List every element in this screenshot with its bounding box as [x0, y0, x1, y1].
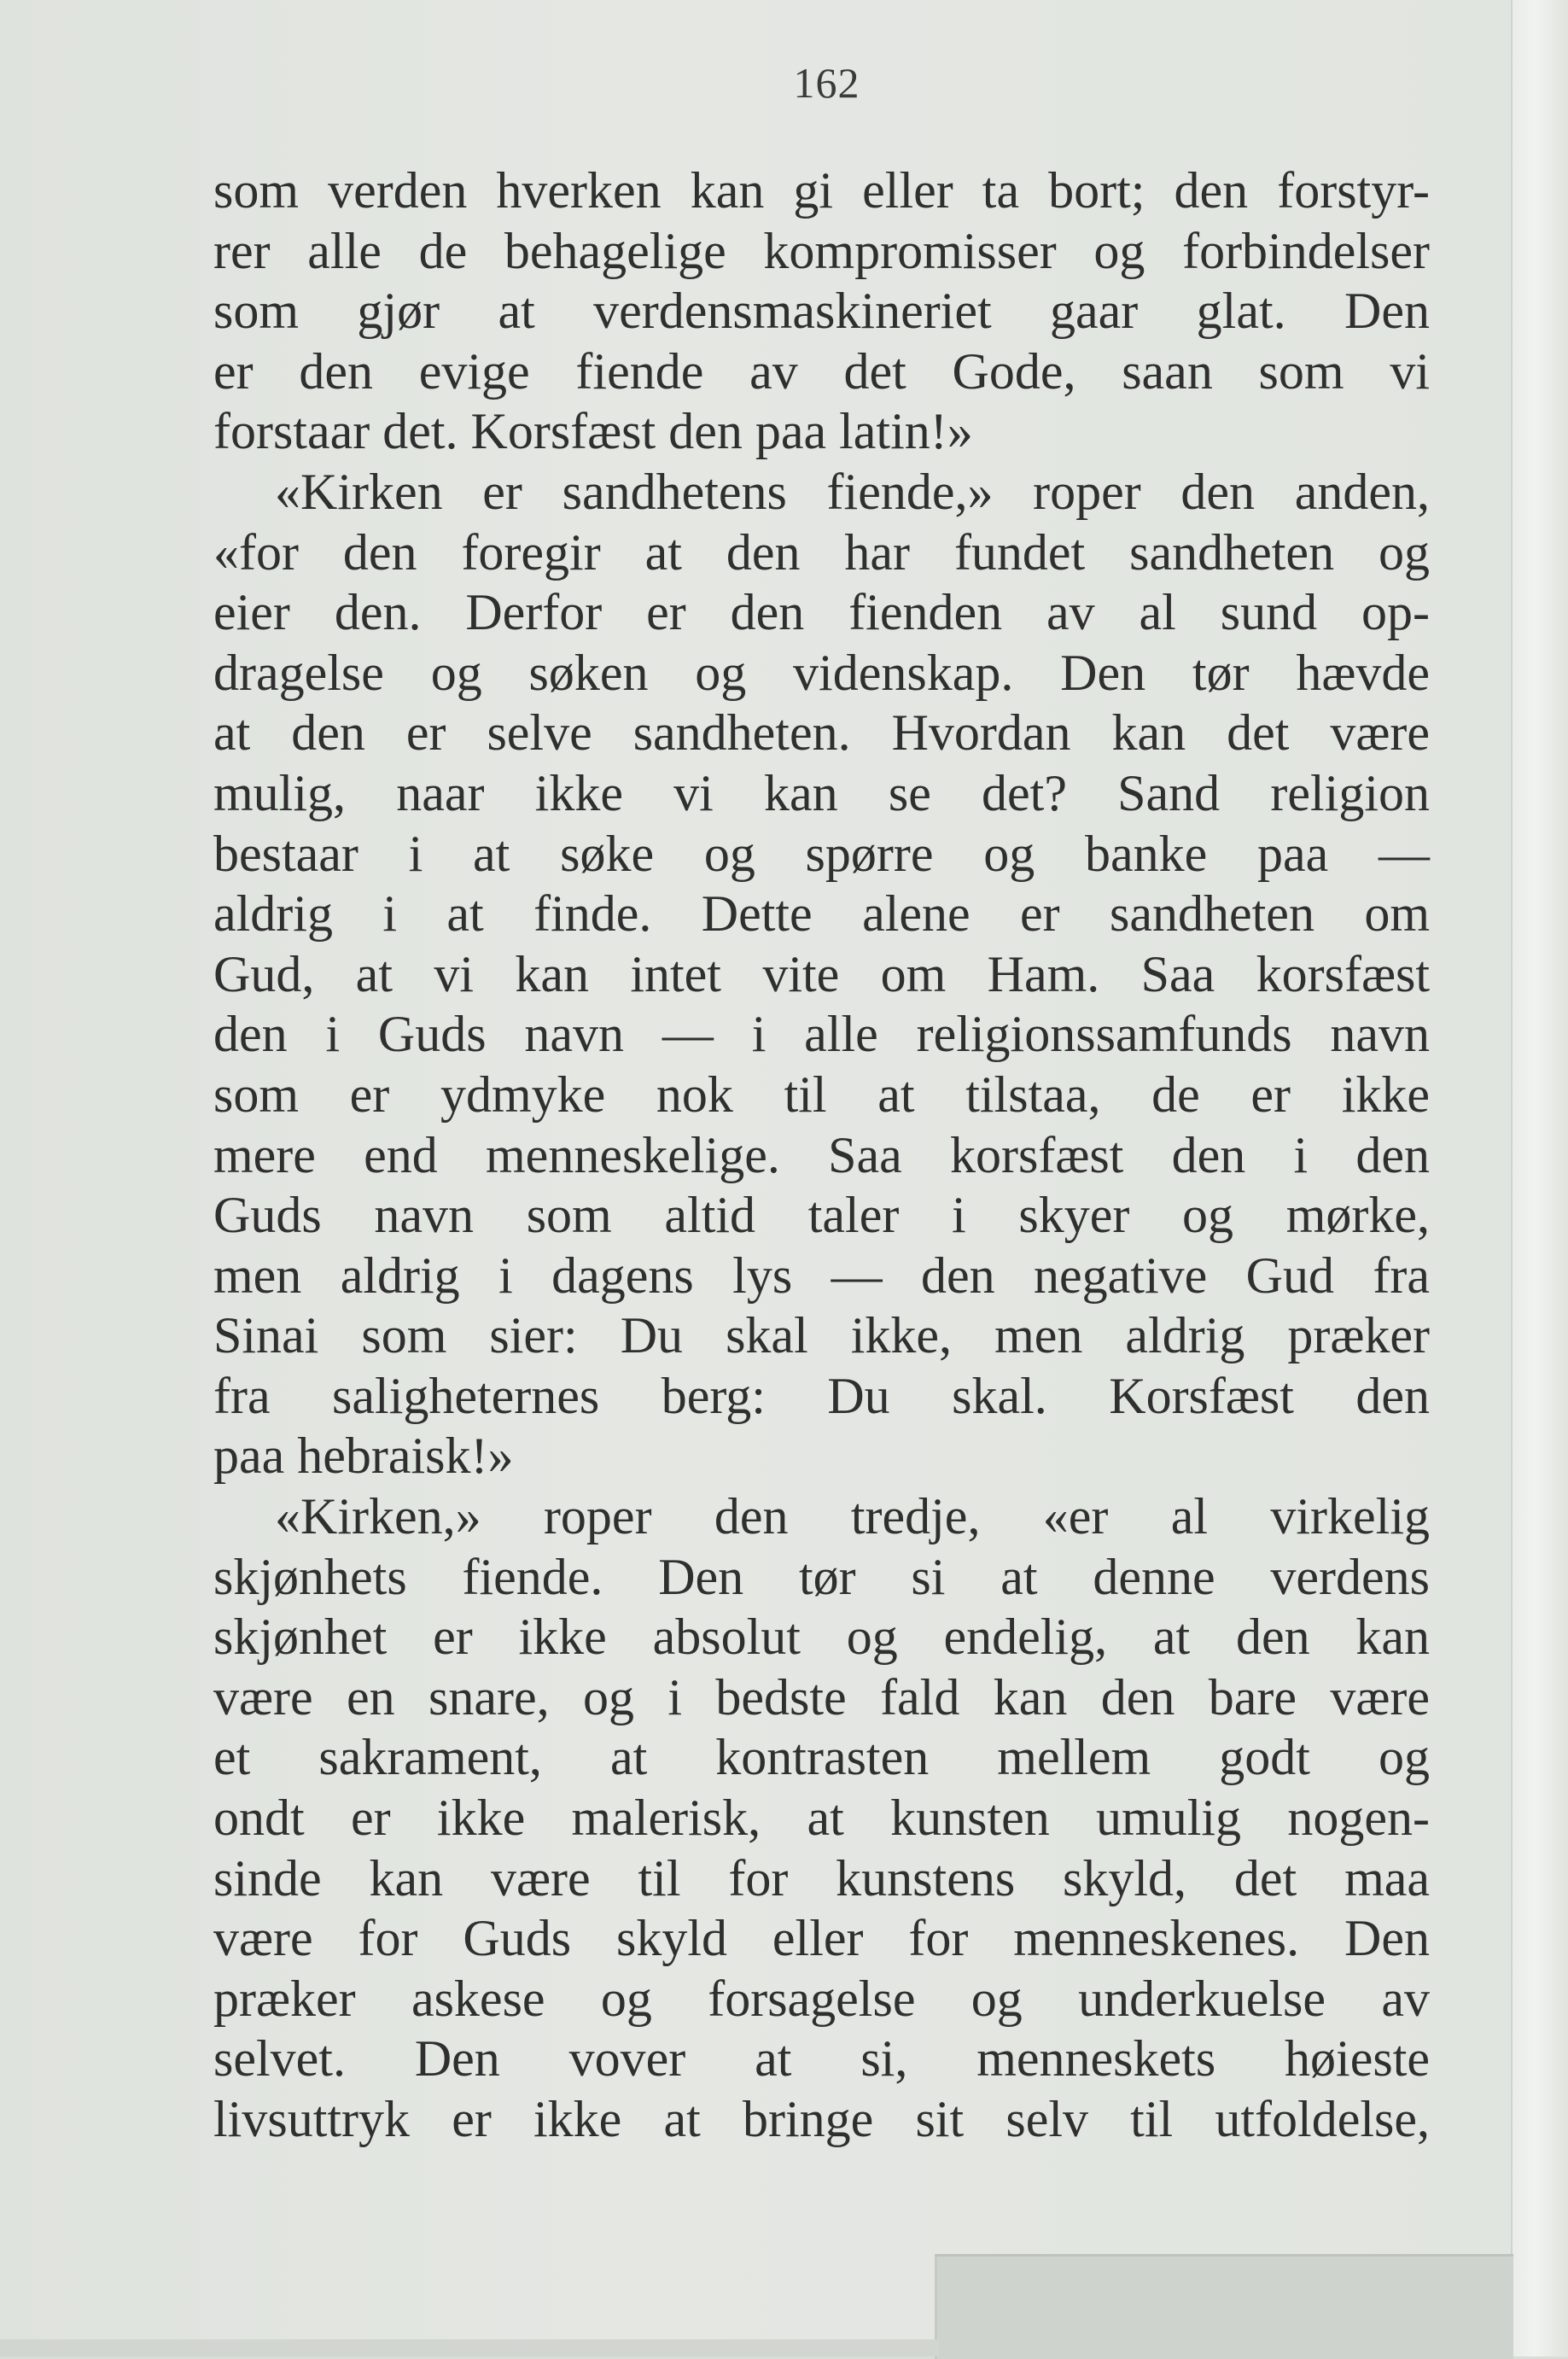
- text-line: forstaar det. Korsfæst den paa latin!»: [213, 403, 973, 460]
- text-line: mulig, naar ikke vi kan se det? Sand religion: [213, 764, 1430, 821]
- page-edge: [1511, 0, 1568, 2356]
- text-line: skjønhet er ikke absolut og endelig, at den kan: [213, 1609, 1430, 1666]
- text-line: rer alle de behagelige kompromisser og forbindelser: [213, 222, 1430, 279]
- text-line: være en snare, og i bedste fald kan den bare være: [213, 1668, 1430, 1725]
- text-line: «for den foregir at den har fundet sandheten og: [213, 523, 1430, 581]
- text-line: sinde kan være til for kunstens skyld, det maa: [213, 1849, 1430, 1906]
- text-line: ondt er ikke malerisk, at kunsten umulig nogen-: [213, 1790, 1430, 1847]
- text-line: «Kirken er sandhetens fiende,» roper den anden,: [275, 463, 1430, 520]
- text-line: skjønhets fiende. Den tør si at denne verdens: [213, 1548, 1430, 1605]
- text-line: men aldrig i dagens lys — den negative Gud fra: [213, 1247, 1430, 1304]
- text-line: som er ydmyke nok til at tilstaa, de er ikke: [213, 1066, 1430, 1123]
- text-line: præker askese og forsagelse og underkuelse av: [213, 1970, 1430, 2027]
- text-line: paa hebraisk!»: [213, 1428, 514, 1485]
- text-line: mere end menneskelige. Saa korsfæst den i den: [213, 1126, 1430, 1183]
- text-line: livsuttryk er ikke at bringe sit selv til utfoldelse,: [213, 2091, 1430, 2147]
- text-line: Guds navn som altid taler i skyer og mørke,: [213, 1187, 1430, 1244]
- text-line: «Kirken,» roper den tredje, «er al virkelig: [275, 1488, 1430, 1545]
- text-line: Sinai som sier: Du skal ikke, men aldrig præker: [213, 1307, 1430, 1364]
- text-line: aldrig i at finde. Dette alene er sandheten om: [213, 885, 1430, 943]
- text-line: selvet. Den vover at si, menneskets høieste: [213, 2030, 1430, 2087]
- text-line: den i Guds navn — i alle religionssamfunds navn: [213, 1006, 1430, 1063]
- text-line: at den er selve sandheten. Hvordan kan det være: [213, 704, 1430, 762]
- body-text: [213, 161, 1430, 2150]
- text-line: dragelse og søken og videnskap. Den tør hævde: [213, 644, 1430, 701]
- text-line: Gud, at vi kan intet vite om Ham. Saa korsfæst: [213, 945, 1430, 1002]
- text-line: som gjør at verdensmaskineriet gaar glat. Den: [213, 283, 1430, 340]
- text-line: være for Guds skyld eller for menneskenes. Den: [213, 1910, 1430, 1967]
- text-line: eier den. Derfor er den fienden av al sund op-: [213, 584, 1430, 641]
- page-corner-shadow: [935, 2254, 1513, 2359]
- text-line: som verden hverken kan gi eller ta bort; den forstyr-: [213, 162, 1430, 219]
- text-line: bestaar i at søke og spørre og banke paa —: [213, 825, 1430, 882]
- text-line: et sakrament, at kontrasten mellem godt og: [213, 1729, 1430, 1786]
- text-line: fra saligheternes berg: Du skal. Korsfæst den: [213, 1367, 1430, 1424]
- bottom-edge-strip: [0, 2339, 939, 2356]
- text-line: er den evige fiende av det Gode, saan som vi: [213, 342, 1430, 400]
- page-number: 162: [793, 59, 860, 107]
